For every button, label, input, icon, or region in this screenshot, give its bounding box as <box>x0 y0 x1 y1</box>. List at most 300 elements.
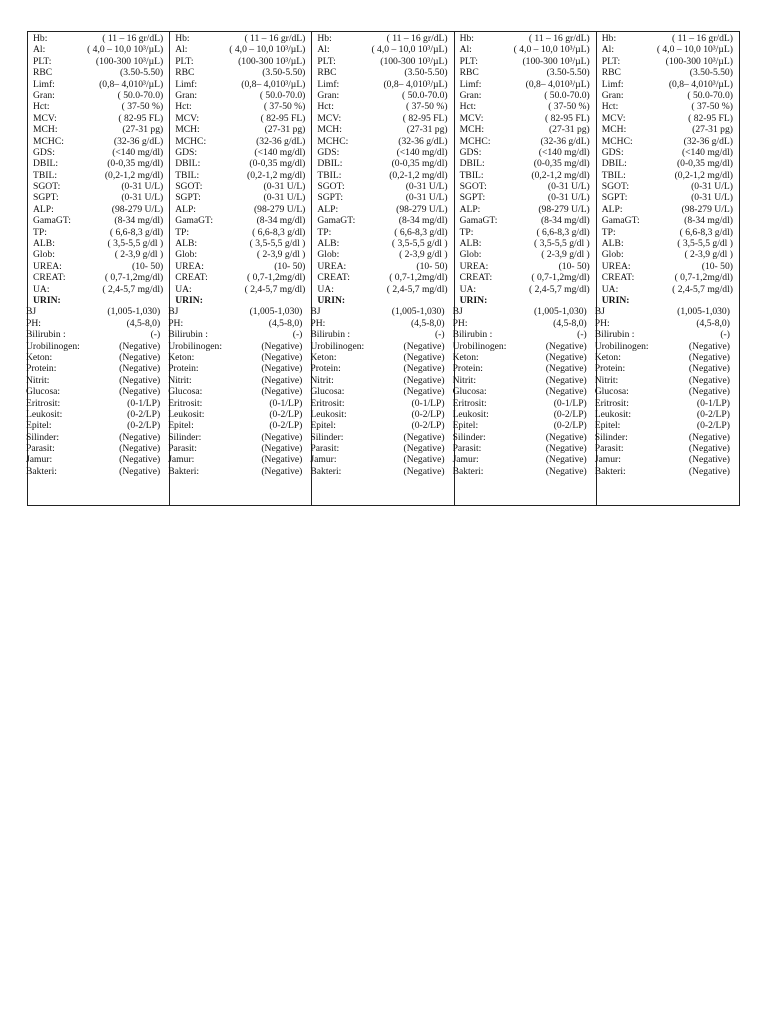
reference-range: (27-31 pg) <box>264 124 306 136</box>
reference-range: (1,005-1,030) <box>533 306 587 318</box>
reference-range: (27-31 pg) <box>406 124 448 136</box>
test-label: MCHC: <box>459 135 491 147</box>
urine-test-row <box>595 352 739 363</box>
blood-test-row <box>455 67 596 78</box>
urine-test-row <box>26 306 169 317</box>
blood-test-row <box>597 79 739 90</box>
reference-range: ( 37-50 %) <box>548 101 590 113</box>
urine-test-row <box>26 341 169 352</box>
test-label: BJ <box>594 306 605 318</box>
reference-range: (0-1/LP) <box>553 397 587 409</box>
test-label: MCV: <box>317 112 342 124</box>
reference-range: (4,5-8,0) <box>126 317 161 329</box>
urine-test-row <box>26 352 169 363</box>
test-label: Urobilinogen: <box>310 340 365 352</box>
reference-range: ( 4,0 – 10,0 10³/µL) <box>229 44 306 56</box>
reference-range: (10- 50) <box>701 260 733 272</box>
test-label: Glob: <box>459 249 482 261</box>
reference-range: ( 0,7-1,2mg/dl) <box>104 272 164 284</box>
test-label: ALP: <box>317 203 339 215</box>
reference-range: (1,005-1,030) <box>391 306 445 318</box>
blood-test-row <box>170 249 311 260</box>
reference-range: (Negative) <box>545 465 587 477</box>
reference-range: (3.50-5.50) <box>120 67 164 79</box>
blood-test-row <box>170 158 311 169</box>
test-label: Bilirubin : <box>452 329 493 341</box>
reference-range: ( 37-50 %) <box>121 101 164 113</box>
reference-range: (0-31 U/L) <box>691 181 733 193</box>
test-label: Jamur: <box>168 454 195 466</box>
blood-test-row <box>455 238 596 249</box>
reference-range: (0-31 U/L) <box>405 192 448 204</box>
reference-range: ( 2-3,9 g/dl ) <box>256 249 306 261</box>
test-label: Nitrit: <box>452 374 477 386</box>
blood-test-row <box>28 90 169 101</box>
blood-test-row <box>455 101 596 112</box>
reference-range: (Negative) <box>403 363 445 375</box>
test-label: TBIL: <box>459 169 484 181</box>
reference-range: (0-0,35 mg/dl) <box>249 158 306 170</box>
reference-range: (Negative) <box>403 351 445 363</box>
blood-test-row <box>28 227 169 238</box>
blood-test-row <box>170 136 311 147</box>
blood-test-row <box>312 272 453 283</box>
urine-test-row <box>168 363 311 374</box>
urine-test-row <box>310 352 453 363</box>
reference-range: ( 4,0 – 10,0 10³/µL) <box>371 44 448 56</box>
test-label: MCV: <box>601 112 626 124</box>
reference-range: (0,2-1,2 mg/dl) <box>674 169 733 181</box>
urine-test-row <box>26 375 169 386</box>
reference-range: ( 0,7-1,2mg/dl) <box>674 272 733 284</box>
reference-column <box>28 32 170 505</box>
test-label: PLT: <box>33 55 52 67</box>
blood-test-row <box>455 284 596 295</box>
urine-test-row <box>26 409 169 420</box>
reference-range: (27-31 pg) <box>122 124 164 136</box>
reference-range: (0,8– 4,010³/µL) <box>383 78 448 90</box>
urine-test-row <box>168 375 311 386</box>
test-label: Bilirubin : <box>310 329 351 341</box>
test-label: Jamur: <box>26 454 53 466</box>
reference-range: (0-2/LP) <box>411 420 445 432</box>
urine-test-row <box>168 318 311 329</box>
reference-range: (Negative) <box>688 386 730 398</box>
test-label: SGOT: <box>33 181 61 193</box>
reference-range: (0-31 U/L) <box>121 181 164 193</box>
test-label: Keton: <box>168 351 195 363</box>
blood-test-row <box>312 79 453 90</box>
test-label: BJ <box>452 306 463 318</box>
test-label: BJ <box>168 306 179 318</box>
test-label: Bilirubin : <box>26 329 66 341</box>
reference-range: ( 2,4-5,7 mg/dl) <box>528 283 590 295</box>
reference-range: (Negative) <box>688 465 730 477</box>
blood-test-row <box>170 261 311 272</box>
test-label: MCHC: <box>175 135 207 147</box>
reference-range: (Negative) <box>261 465 303 477</box>
urine-test-row <box>168 398 311 409</box>
reference-range: (100-300 10³/µL) <box>380 55 448 67</box>
reference-range: (0-0,35 mg/dl) <box>391 158 448 170</box>
urine-test-row <box>26 329 169 340</box>
reference-range: ( 11 – 16 gr/dL) <box>102 33 164 44</box>
blood-test-row <box>170 192 311 203</box>
test-label: Parasit: <box>452 443 482 455</box>
reference-range: ( 82-95 FL) <box>402 112 448 124</box>
test-label: Hb: <box>601 33 617 44</box>
blood-test-row <box>312 249 453 260</box>
urine-test-row <box>310 454 453 465</box>
test-label: Limf: <box>459 78 482 90</box>
urine-test-row <box>595 420 739 431</box>
blood-test-row <box>170 33 311 44</box>
test-label: DBIL: <box>459 158 485 170</box>
test-label: Leukosit: <box>310 408 347 420</box>
reference-range: (Negative) <box>403 431 445 443</box>
test-label: TBIL: <box>175 169 200 181</box>
test-label: Keton: <box>310 351 337 363</box>
reference-range: (-) <box>292 329 303 341</box>
reference-range: (32-36 g/dL) <box>113 135 164 147</box>
test-label: Silinder: <box>452 431 486 443</box>
reference-range: (0,8– 4,010³/µL) <box>241 78 306 90</box>
blood-test-row <box>455 272 596 283</box>
test-label: Gran: <box>317 89 340 101</box>
reference-range: (0-2/LP) <box>411 408 445 420</box>
reference-range: (0,2-1,2 mg/dl) <box>247 169 306 181</box>
test-label: GDS: <box>175 146 198 158</box>
blood-test-row <box>170 204 311 215</box>
blood-test-row <box>597 56 739 67</box>
test-label: UREA: <box>601 260 631 272</box>
blood-test-row <box>597 284 739 295</box>
urine-test-row <box>26 420 169 431</box>
reference-range: (0,2-1,2 mg/dl) <box>389 169 448 181</box>
blood-test-row <box>28 56 169 67</box>
test-label: SGPT: <box>175 192 201 204</box>
test-label: Keton: <box>594 351 621 363</box>
reference-range: (0,2-1,2 mg/dl) <box>531 169 590 181</box>
test-label: Hb: <box>317 33 332 44</box>
reference-range: (Negative) <box>119 386 161 398</box>
reference-range: ( 2-3,9 g/dl ) <box>684 249 733 261</box>
urine-test-row <box>26 443 169 454</box>
blood-test-row <box>597 261 739 272</box>
urine-test-row <box>310 398 453 409</box>
test-label: GamaGT: <box>601 215 640 227</box>
test-label: Bilirubin : <box>168 329 208 341</box>
test-label: Leukosit: <box>168 408 205 420</box>
urine-test-row <box>595 466 739 477</box>
reference-range: (100-300 10³/µL) <box>238 55 306 67</box>
test-label: ALP: <box>33 203 54 215</box>
reference-range: (0-2/LP) <box>553 420 587 432</box>
urine-test-row <box>453 363 596 374</box>
reference-range: (Negative) <box>261 340 303 352</box>
test-label: MCHC: <box>317 135 349 147</box>
test-label: TP: <box>175 226 190 238</box>
reference-range: (Negative) <box>545 431 587 443</box>
blood-test-row <box>455 158 596 169</box>
blood-test-row <box>597 227 739 238</box>
reference-range: (-) <box>150 329 161 341</box>
urine-test-row <box>310 329 453 340</box>
reference-range: ( 50.0-70.0) <box>687 89 733 101</box>
blood-test-row <box>455 113 596 124</box>
reference-range: (0-2/LP) <box>696 408 730 420</box>
test-label: UA: <box>459 283 477 295</box>
reference-range: ( 6,6-8,3 g/dl) <box>394 226 448 238</box>
urine-test-row <box>310 432 453 443</box>
blood-test-row <box>597 147 739 158</box>
blood-test-row <box>455 261 596 272</box>
test-label: Urobilinogen: <box>452 340 507 352</box>
reference-range: (0-2/LP) <box>269 420 303 432</box>
test-label: Keton: <box>26 351 53 363</box>
reference-range: ( 82-95 FL) <box>544 112 590 124</box>
test-label: MCH: <box>175 124 200 136</box>
reference-range: ( 0,7-1,2mg/dl) <box>247 272 306 284</box>
test-label: Limf: <box>33 78 55 90</box>
test-label: Al: <box>33 44 46 56</box>
test-label: Protein: <box>310 363 341 375</box>
blood-test-row <box>312 90 453 101</box>
reference-range: (98-279 U/L) <box>396 203 448 215</box>
reference-range: (0-1/LP) <box>411 397 445 409</box>
blood-test-row <box>597 33 739 44</box>
blood-test-row <box>312 215 453 226</box>
urine-test-row <box>26 318 169 329</box>
test-label: Gran: <box>175 89 198 101</box>
reference-range: ( 2-3,9 g/dl ) <box>541 249 590 261</box>
blood-test-row <box>170 113 311 124</box>
test-label: Hct: <box>317 101 334 113</box>
reference-range: ( 3,5-5,5 g/dl ) <box>534 238 590 250</box>
reference-range: (8-34 mg/dl) <box>114 215 164 227</box>
reference-range: ( 4,0 – 10,0 10³/µL) <box>656 44 733 56</box>
blood-test-row <box>28 124 169 135</box>
urine-test-row <box>453 386 596 397</box>
test-label: SGPT: <box>33 192 59 204</box>
reference-range: (1,005-1,030) <box>249 306 303 318</box>
blood-test-row <box>597 215 739 226</box>
test-label: Epitel: <box>310 420 336 432</box>
blood-test-row <box>28 136 169 147</box>
blood-test-row <box>312 181 453 192</box>
test-label: Bakteri: <box>168 465 200 477</box>
test-label: MCHC: <box>601 135 633 147</box>
test-label: DBIL: <box>317 158 343 170</box>
blood-test-row <box>170 124 311 135</box>
reference-range: (4,5-8,0) <box>268 317 303 329</box>
test-label: Glucosa: <box>168 386 203 398</box>
urine-test-row <box>168 454 311 465</box>
reference-range: (Negative) <box>403 386 445 398</box>
reference-range: (98-279 U/L) <box>538 203 590 215</box>
reference-range: (Negative) <box>545 340 587 352</box>
urine-test-row <box>453 375 596 386</box>
test-label: MCH: <box>459 124 485 136</box>
test-label: SGPT: <box>459 192 486 204</box>
reference-range: (4,5-8,0) <box>410 317 445 329</box>
blood-test-row <box>597 204 739 215</box>
test-label: Glucosa: <box>310 386 345 398</box>
blood-test-row <box>170 67 311 78</box>
urine-section-title: URIN: <box>601 294 630 306</box>
test-label: GamaGT: <box>175 215 214 227</box>
test-label: SGPT: <box>317 192 344 204</box>
urine-test-row <box>310 386 453 397</box>
blood-test-row <box>597 136 739 147</box>
reference-range: ( 3,5-5,5 g/dl ) <box>107 238 164 250</box>
test-label: Eritrosit: <box>594 397 629 409</box>
reference-range: (3.50-5.50) <box>404 67 448 79</box>
blood-test-row <box>455 227 596 238</box>
reference-range: ( 2,4-5,7 mg/dl) <box>244 283 306 295</box>
test-label: Al: <box>175 44 188 56</box>
blood-test-row <box>597 249 739 260</box>
test-label: Gran: <box>459 89 482 101</box>
urine-test-row <box>595 386 739 397</box>
test-label: Hb: <box>175 33 190 44</box>
test-label: UA: <box>33 283 50 295</box>
test-label: RBC <box>459 67 479 79</box>
urine-test-row <box>453 329 596 340</box>
test-label: TP: <box>601 226 616 238</box>
blood-test-row <box>597 90 739 101</box>
test-label: Protein: <box>452 363 483 375</box>
reference-range: (<140 mg/dl) <box>254 146 306 158</box>
reference-range: (Negative) <box>261 374 303 386</box>
reference-range: ( 6,6-8,3 g/dl) <box>679 226 733 238</box>
test-label: Bilirubin : <box>594 329 635 341</box>
test-label: DBIL: <box>601 158 627 170</box>
test-label: UREA: <box>175 260 204 272</box>
blood-test-row <box>28 67 169 78</box>
blood-test-row <box>28 192 169 203</box>
urine-section-title: URIN: <box>175 294 203 306</box>
test-label: Glob: <box>175 249 198 261</box>
urine-test-row <box>26 466 169 477</box>
blood-test-row <box>312 147 453 158</box>
reference-range: ( 6,6-8,3 g/dl) <box>109 226 164 238</box>
urine-test-row <box>595 432 739 443</box>
test-label: CREAT: <box>33 272 66 284</box>
test-label: Nitrit: <box>310 374 334 386</box>
urine-test-row <box>26 432 169 443</box>
test-label: ALB: <box>33 238 55 250</box>
reference-range: (3.50-5.50) <box>546 67 590 79</box>
urine-test-row <box>595 443 739 454</box>
blood-test-row <box>455 215 596 226</box>
reference-range: ( 11 – 16 gr/dL) <box>244 33 306 44</box>
blood-test-row <box>28 158 169 169</box>
reference-range: (98-279 U/L) <box>681 203 733 215</box>
reference-range: (Negative) <box>688 340 730 352</box>
reference-range: (0,8– 4,010³/µL) <box>525 78 590 90</box>
reference-range: (<140 mg/dl) <box>112 146 164 158</box>
blood-test-row <box>455 124 596 135</box>
reference-range: ( 2-3,9 g/dl ) <box>114 249 164 261</box>
test-label: Urobilinogen: <box>26 340 80 352</box>
test-label: PH: <box>452 317 468 329</box>
test-label: Limf: <box>317 78 340 90</box>
reference-range: ( 6,6-8,3 g/dl) <box>252 226 306 238</box>
urine-test-row <box>310 443 453 454</box>
reference-column <box>594 32 739 505</box>
reference-range: (Negative) <box>545 454 587 466</box>
blood-test-row <box>597 158 739 169</box>
test-label: Hct: <box>33 101 50 113</box>
test-label: PLT: <box>601 55 621 67</box>
reference-range: (Negative) <box>403 443 445 455</box>
reference-range: (-) <box>720 329 730 341</box>
urine-test-row <box>595 398 739 409</box>
reference-range: (Negative) <box>688 351 730 363</box>
test-label: GDS: <box>317 146 340 158</box>
reference-range: (0,8– 4,010³/µL) <box>99 78 164 90</box>
blood-test-row <box>312 124 453 135</box>
urine-test-row <box>26 363 169 374</box>
urine-test-row <box>168 329 311 340</box>
blood-test-row <box>28 215 169 226</box>
reference-range: (32-36 g/dL) <box>683 135 733 147</box>
blood-test-row <box>28 261 169 272</box>
reference-range: (0-2/LP) <box>553 408 587 420</box>
reference-range: (<140 mg/dl) <box>396 146 448 158</box>
test-label: TBIL: <box>33 169 57 181</box>
blood-test-row <box>312 192 453 203</box>
test-label: MCV: <box>175 112 199 124</box>
test-label: Parasit: <box>168 443 197 455</box>
reference-range: ( 4,0 – 10,0 10³/µL) <box>513 44 590 56</box>
reference-range: ( 50.0-70.0) <box>117 89 164 101</box>
reference-range: (0-31 U/L) <box>547 181 590 193</box>
urine-test-row <box>168 420 311 431</box>
blood-test-row <box>28 204 169 215</box>
reference-range: (Negative) <box>545 443 587 455</box>
test-label: UA: <box>601 283 619 295</box>
blood-test-row <box>28 101 169 112</box>
reference-range: (32-36 g/dL) <box>398 135 448 147</box>
test-label: ALP: <box>601 203 623 215</box>
reference-range: ( 2,4-5,7 mg/dl) <box>672 283 733 295</box>
reference-range: (8-34 mg/dl) <box>540 215 590 227</box>
blood-test-row <box>312 261 453 272</box>
reference-range: (98-279 U/L) <box>253 203 306 215</box>
urine-test-row <box>168 352 311 363</box>
urine-section-title: URIN: <box>317 294 346 306</box>
test-label: SGOT: <box>459 181 487 193</box>
reference-range: (Negative) <box>261 454 303 466</box>
blood-test-row <box>455 170 596 181</box>
test-label: Hct: <box>601 101 619 113</box>
urine-test-row <box>168 432 311 443</box>
test-label: Limf: <box>175 78 198 90</box>
reference-range: (Negative) <box>119 374 161 386</box>
urine-test-row <box>168 386 311 397</box>
test-label: PH: <box>310 317 326 329</box>
test-label: Epitel: <box>26 420 52 432</box>
urine-test-row <box>310 341 453 352</box>
reference-range: ( 11 – 16 gr/dL) <box>528 33 590 44</box>
test-label: UREA: <box>33 260 62 272</box>
blood-test-row <box>28 44 169 55</box>
blood-test-row <box>312 113 453 124</box>
reference-range: (8-34 mg/dl) <box>684 215 733 227</box>
test-label: MCH: <box>601 124 627 136</box>
